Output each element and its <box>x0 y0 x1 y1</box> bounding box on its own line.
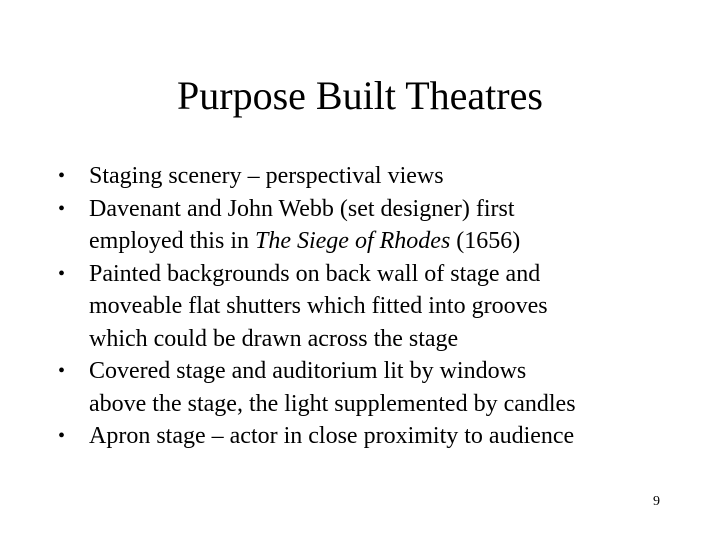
bullet-item <box>58 420 698 453</box>
bullet-marker: • <box>58 360 66 382</box>
bullet-text-line: Staging scenery – perspectival views <box>89 163 444 189</box>
bullet-text-segment: employed this in <box>89 228 255 254</box>
slide-title: Purpose Built Theatres <box>177 73 543 118</box>
page-number: 9 <box>653 494 660 509</box>
play-title: The Siege of Rhodes <box>254 228 451 254</box>
bullet-item <box>58 355 698 420</box>
bullet-text-line: Painted backgrounds on back wall of stage and <box>89 260 541 287</box>
bullet-text-line <box>89 225 698 258</box>
bullet-text-line: which could be drawn across the stage <box>89 325 459 352</box>
bullet-text-line: moveable flat shutters which fitted into grooves <box>89 293 548 319</box>
bullet-marker: • <box>58 262 66 285</box>
bullet-text-segment: (1656) <box>450 228 521 254</box>
bullet-marker: • <box>58 425 66 447</box>
bullet-marker: • <box>58 197 66 220</box>
bullet-item <box>58 193 698 258</box>
bullet-list <box>58 160 698 453</box>
bullet-item <box>58 258 698 356</box>
bullet-marker: • <box>58 165 66 187</box>
bullet-text-line: Apron stage – actor in close proximity to audience <box>89 423 575 449</box>
bullet-text-line: Davenant and John Webb (set designer) first <box>89 195 515 222</box>
bullet-text-line: Covered stage and auditorium lit by windows <box>89 358 527 384</box>
bullet-item <box>58 160 698 193</box>
bullet-text-line: above the stage, the light supplemented by candles <box>89 390 576 417</box>
